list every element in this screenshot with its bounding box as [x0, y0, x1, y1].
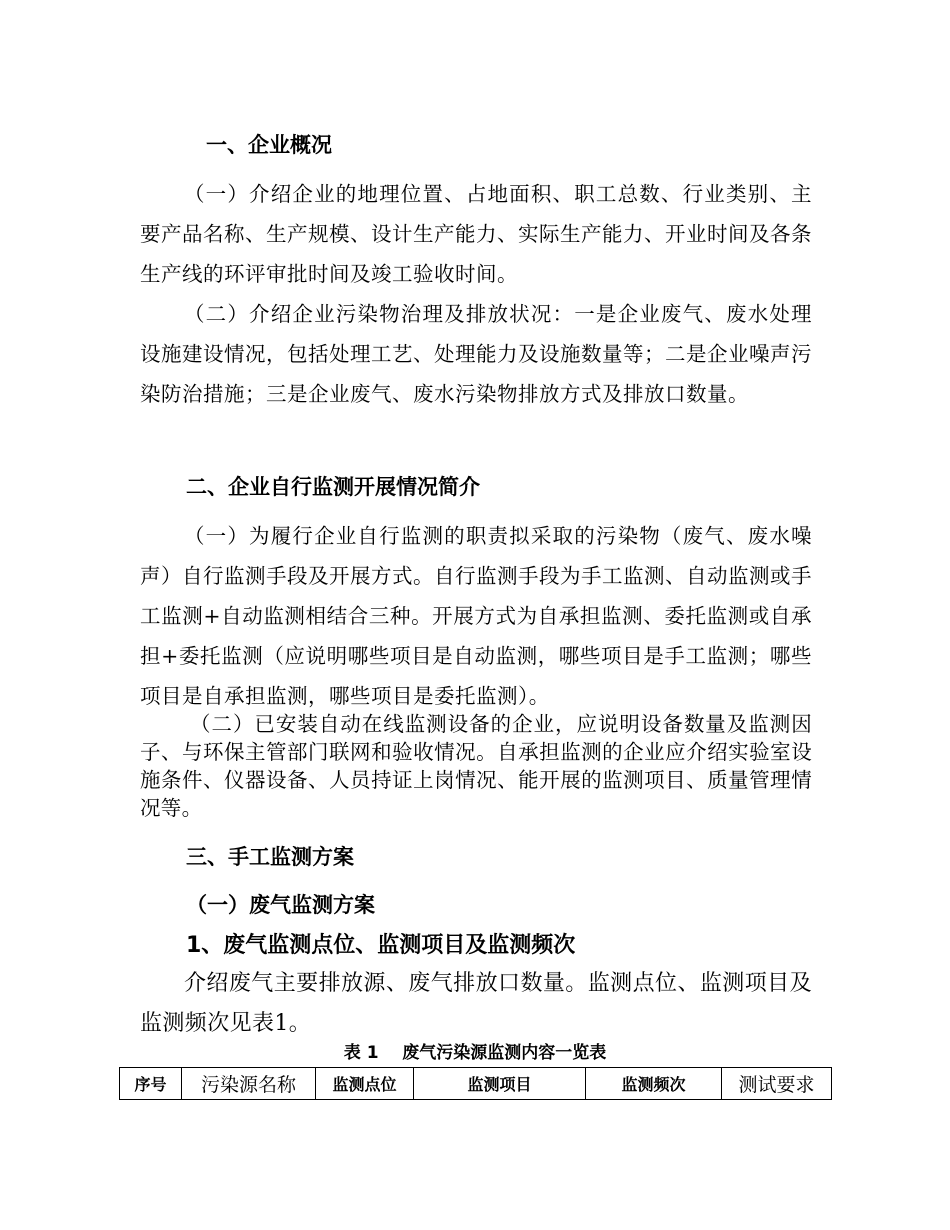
section-2-title: 二、企业自行监测开展情况简介 [186, 475, 480, 499]
header-test-requirement: 测试要求 [722, 1068, 832, 1100]
header-serial-number: 序号 [120, 1068, 182, 1100]
section-2-paragraph-1: （一）为履行企业自行监测的职责拟采取的污染物（废气、废水噪声）自行监测手段及开展方式。自行监测手段为手工监测、自动监测或手工监测+自动监测相结合三种。开展方式为自承担监测、委托监测或自承担+委托监测（应说明哪些项目是自动监测，哪些项目是手工监测；哪些项目是自承担监测，哪些项目是委托监测）。 [140, 524, 812, 708]
header-monitoring-item: 监测项目 [414, 1068, 586, 1100]
section-1-paragraph-1: （一）介绍企业的地理位置、占地面积、职工总数、行业类别、主要产品名称、生产规模、设计生产能力、实际生产能力、开业时间及各条生产线的环评审批时间及竣工验收时间。 [140, 182, 812, 286]
section-3-paragraph-1: 介绍废气主要排放源、废气排放口数量。监测点位、监测项目及监测频次见表1。 [140, 971, 812, 1036]
header-monitoring-frequency: 监测频次 [586, 1068, 722, 1100]
header-monitoring-point: 监测点位 [316, 1068, 414, 1100]
table-1-title: 表 1 废气污染源监测内容一览表 [343, 1043, 607, 1063]
section-1-paragraph-2: （二）介绍企业污染物治理及排放状况：一是企业废气、废水处理设施建设情况，包括处理工艺、处理能力及设施数量等；二是企业噪声污染防治措施；三是企业废气、废水污染物排放方式及排放口数量。 [140, 302, 812, 406]
section-3-item-1-title: 1、废气监测点位、监测项目及监测频次 [186, 933, 576, 958]
section-3-title: 三、手工监测方案 [186, 845, 354, 869]
header-pollution-source-name: 污染源名称 [182, 1068, 316, 1100]
table-1 [119, 1067, 832, 1100]
section-2-paragraph-2: （二）已安装自动在线监测设备的企业，应说明设备数量及监测因子、与环保主管部门联网和验收情况。自承担监测的企业应介绍实验室设施条件、仪器设备、人员持证上岗情况、能开展的监测项目、质量管理情况等。 [140, 712, 812, 820]
section-1-title: 一、企业概况 [206, 133, 332, 157]
table-header-row [120, 1068, 832, 1100]
section-3-subsection-1-title: （一）废气监测方案 [186, 893, 375, 917]
